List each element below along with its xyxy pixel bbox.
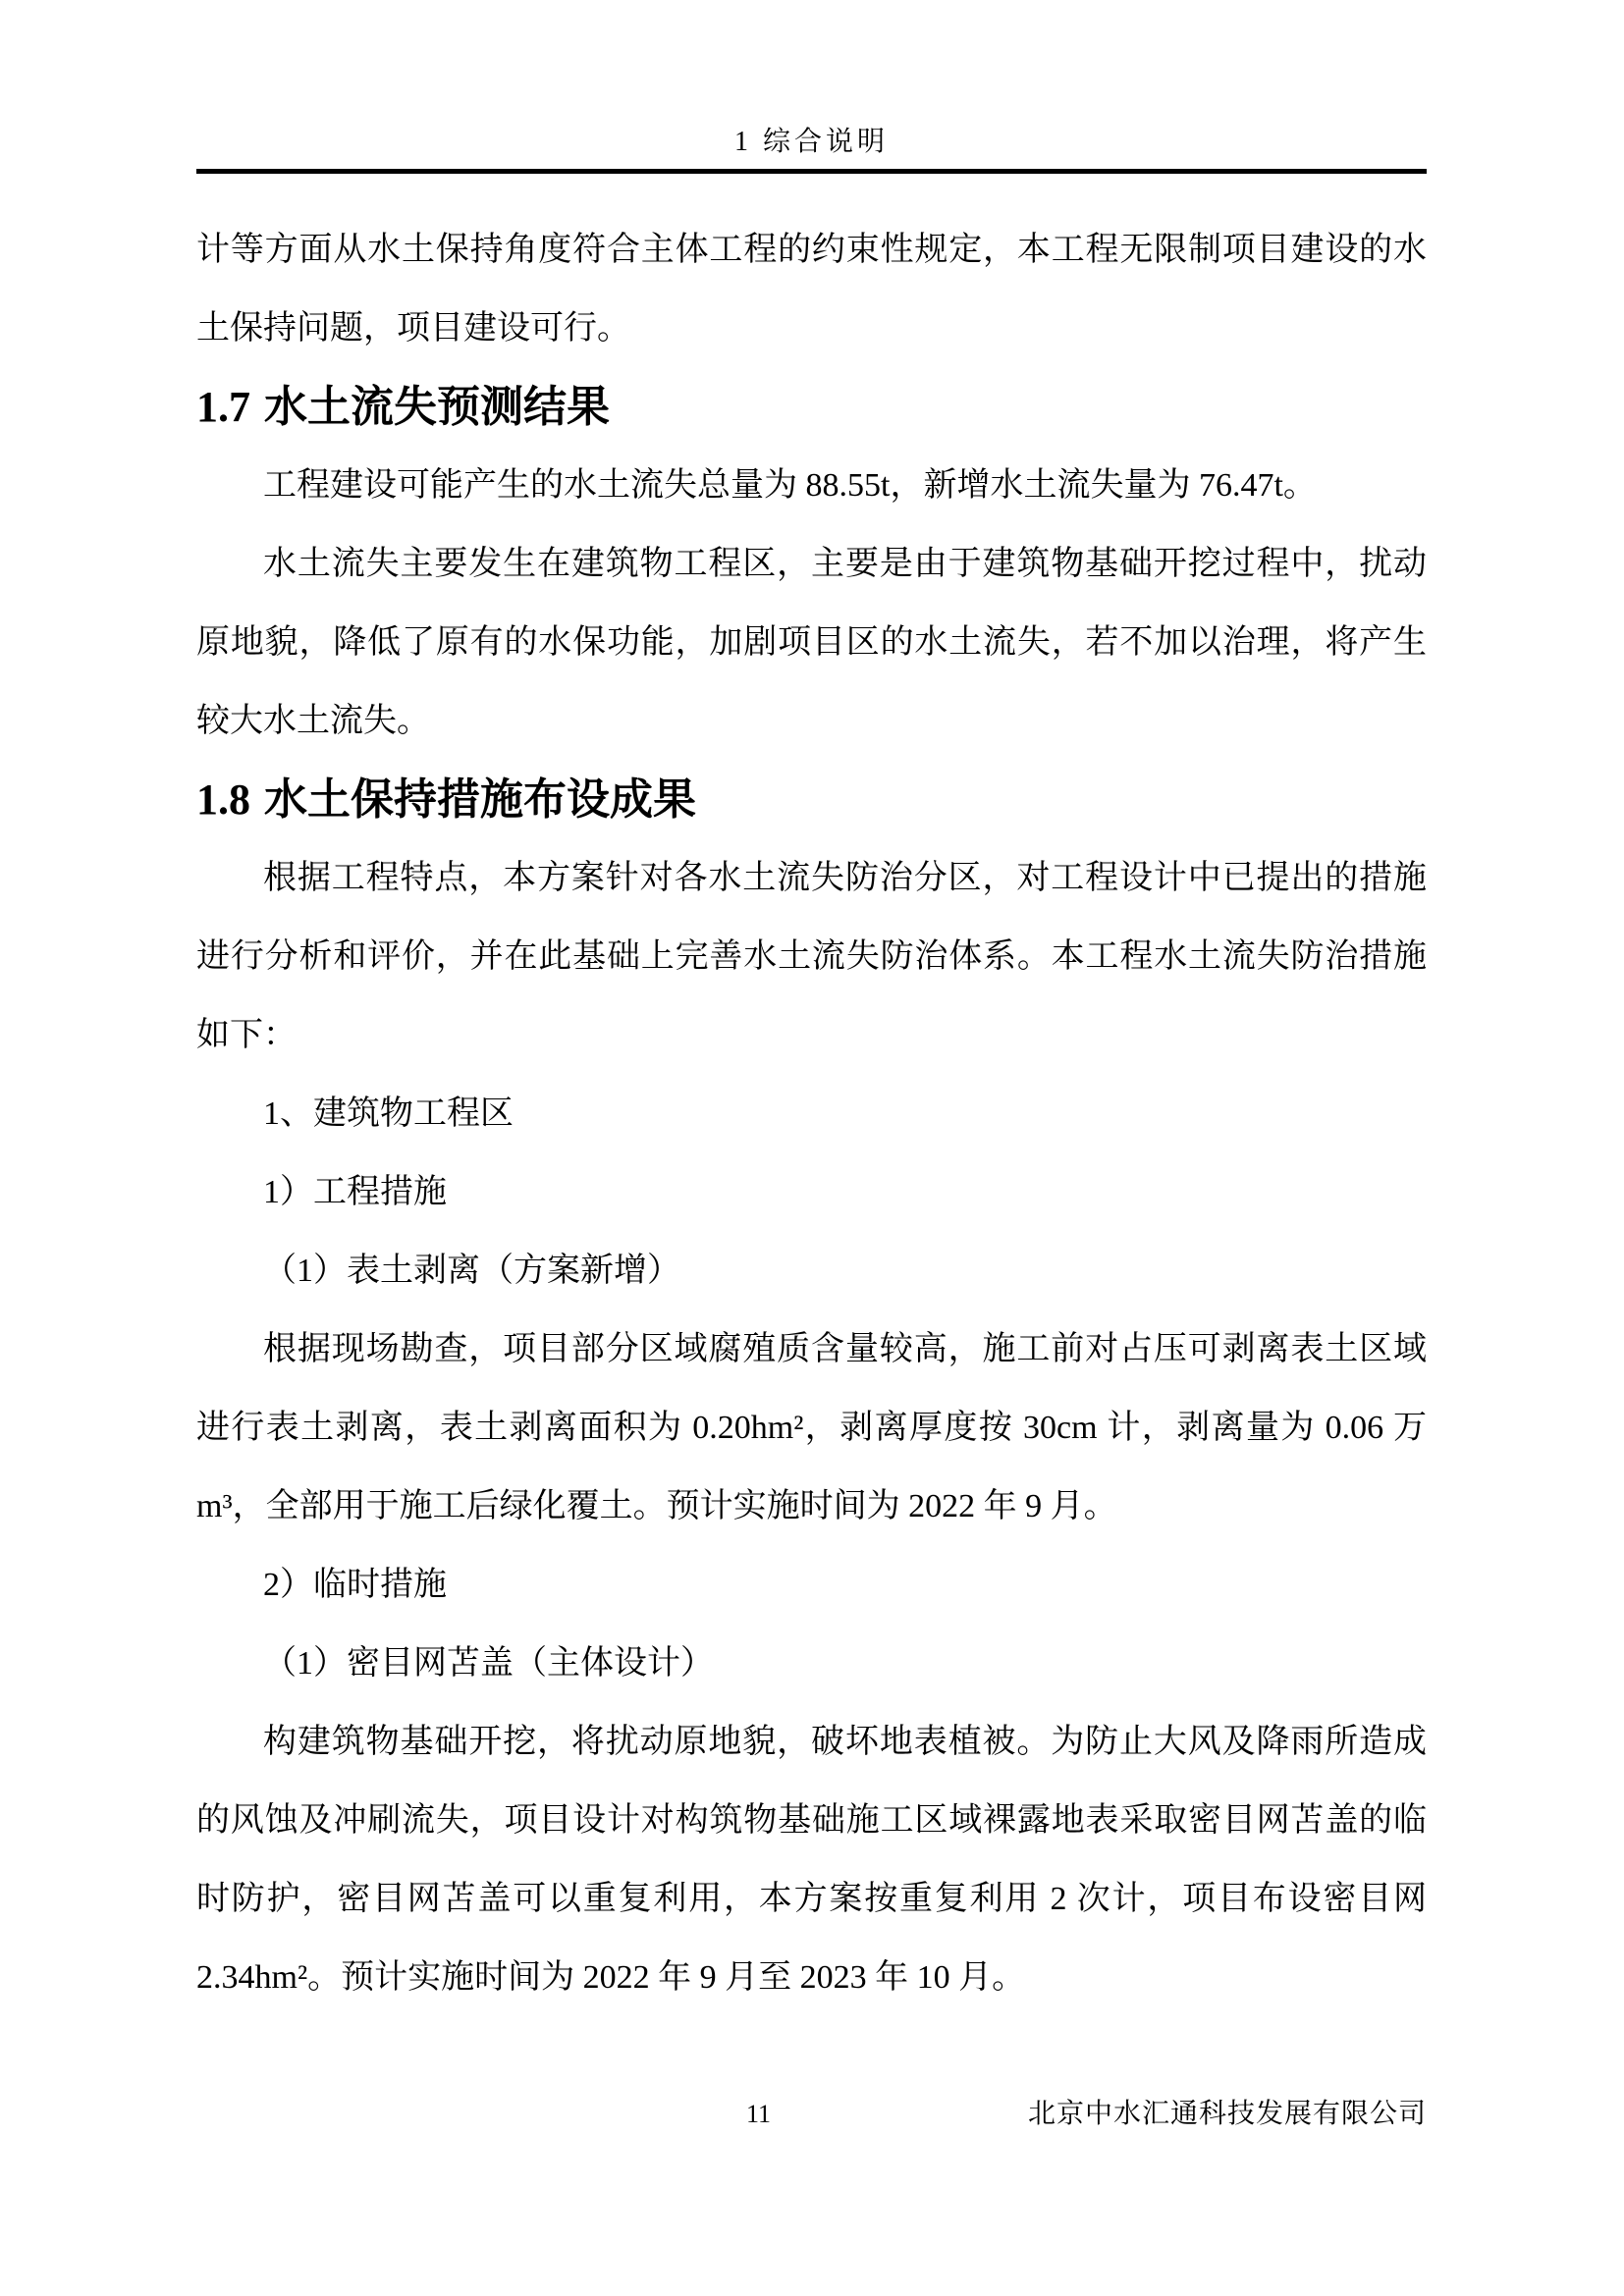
list-item-numbered: 2）临时措施 [263, 1567, 447, 1603]
page-number: 11 [746, 2100, 772, 2128]
section-heading-1-7 [196, 368, 1427, 447]
footer-company-name: 北京中水汇通科技发展有限公司 [1027, 2099, 1427, 2129]
page-header [196, 126, 1427, 174]
section-title: 水土流失预测结果 [264, 383, 610, 431]
list-item-numbered: 1、建筑物工程区 [263, 1095, 514, 1132]
paragraph: 根据工程特点，本方案针对各水土流失防治分区，对工程设计中已提出的措施进行分析和评价，并在此基础上完善水土流失防治体系。本工程水土流失防治措施如下： [196, 860, 1427, 1053]
section-number: 1.7 [196, 383, 250, 431]
paragraph: 工程建设可能产生的水土流失总量为 88.55t，新增水土流失量为 76.47t。 [263, 467, 1317, 504]
page-footer [196, 2097, 1427, 2140]
list-item-numbered: （1）表土剥离（方案新增） [263, 1253, 680, 1289]
section-heading-1-8 [196, 761, 1427, 839]
paragraph-continued: 计等方面从水土保持角度符合主体工程的约束性规定，本工程无限制项目建设的水土保持问题，项目建设可行。 [196, 232, 1427, 347]
list-item-numbered: 1）工程措施 [263, 1174, 447, 1210]
paragraph: 根据现场勘查，项目部分区域腐殖质含量较高，施工前对占压可剥离表土区域进行表土剥离，表土剥离面积为 0.20hm²，剥离厚度按 30cm 计，剥离量为 0.06 万 m³，全部用于施工后绿化覆土。预计实施时间为 2022 年 9 月。 [196, 1331, 1427, 1524]
paragraph: 构建筑物基础开挖，将扰动原地貌，破坏地表植被。为防止大风及降雨所造成的风蚀及冲刷流失，项目设计对构筑物基础施工区域裸露地表采取密目网苫盖的临时防护，密目网苫盖可以重复利用，本方案按重复利用 2 次计，项目布设密目网 2.34hm²。预计实施时间为 2022 年 9 月至 2023 年 10 月。 [196, 1724, 1427, 1996]
section-title: 水土保持措施布设成果 [264, 775, 696, 824]
list-item-numbered: （1）密目网苫盖（主体设计） [263, 1645, 714, 1682]
paragraph: 水土流失主要发生在建筑物工程区，主要是由于建筑物基础开挖过程中，扰动原地貌，降低了原有的水保功能，加剧项目区的水土流失，若不加以治理，将产生较大水土流失。 [196, 546, 1427, 739]
section-number: 1.8 [196, 775, 250, 824]
document-body [196, 174, 1427, 2017]
header-section-title: 1 综合说明 [733, 127, 889, 157]
